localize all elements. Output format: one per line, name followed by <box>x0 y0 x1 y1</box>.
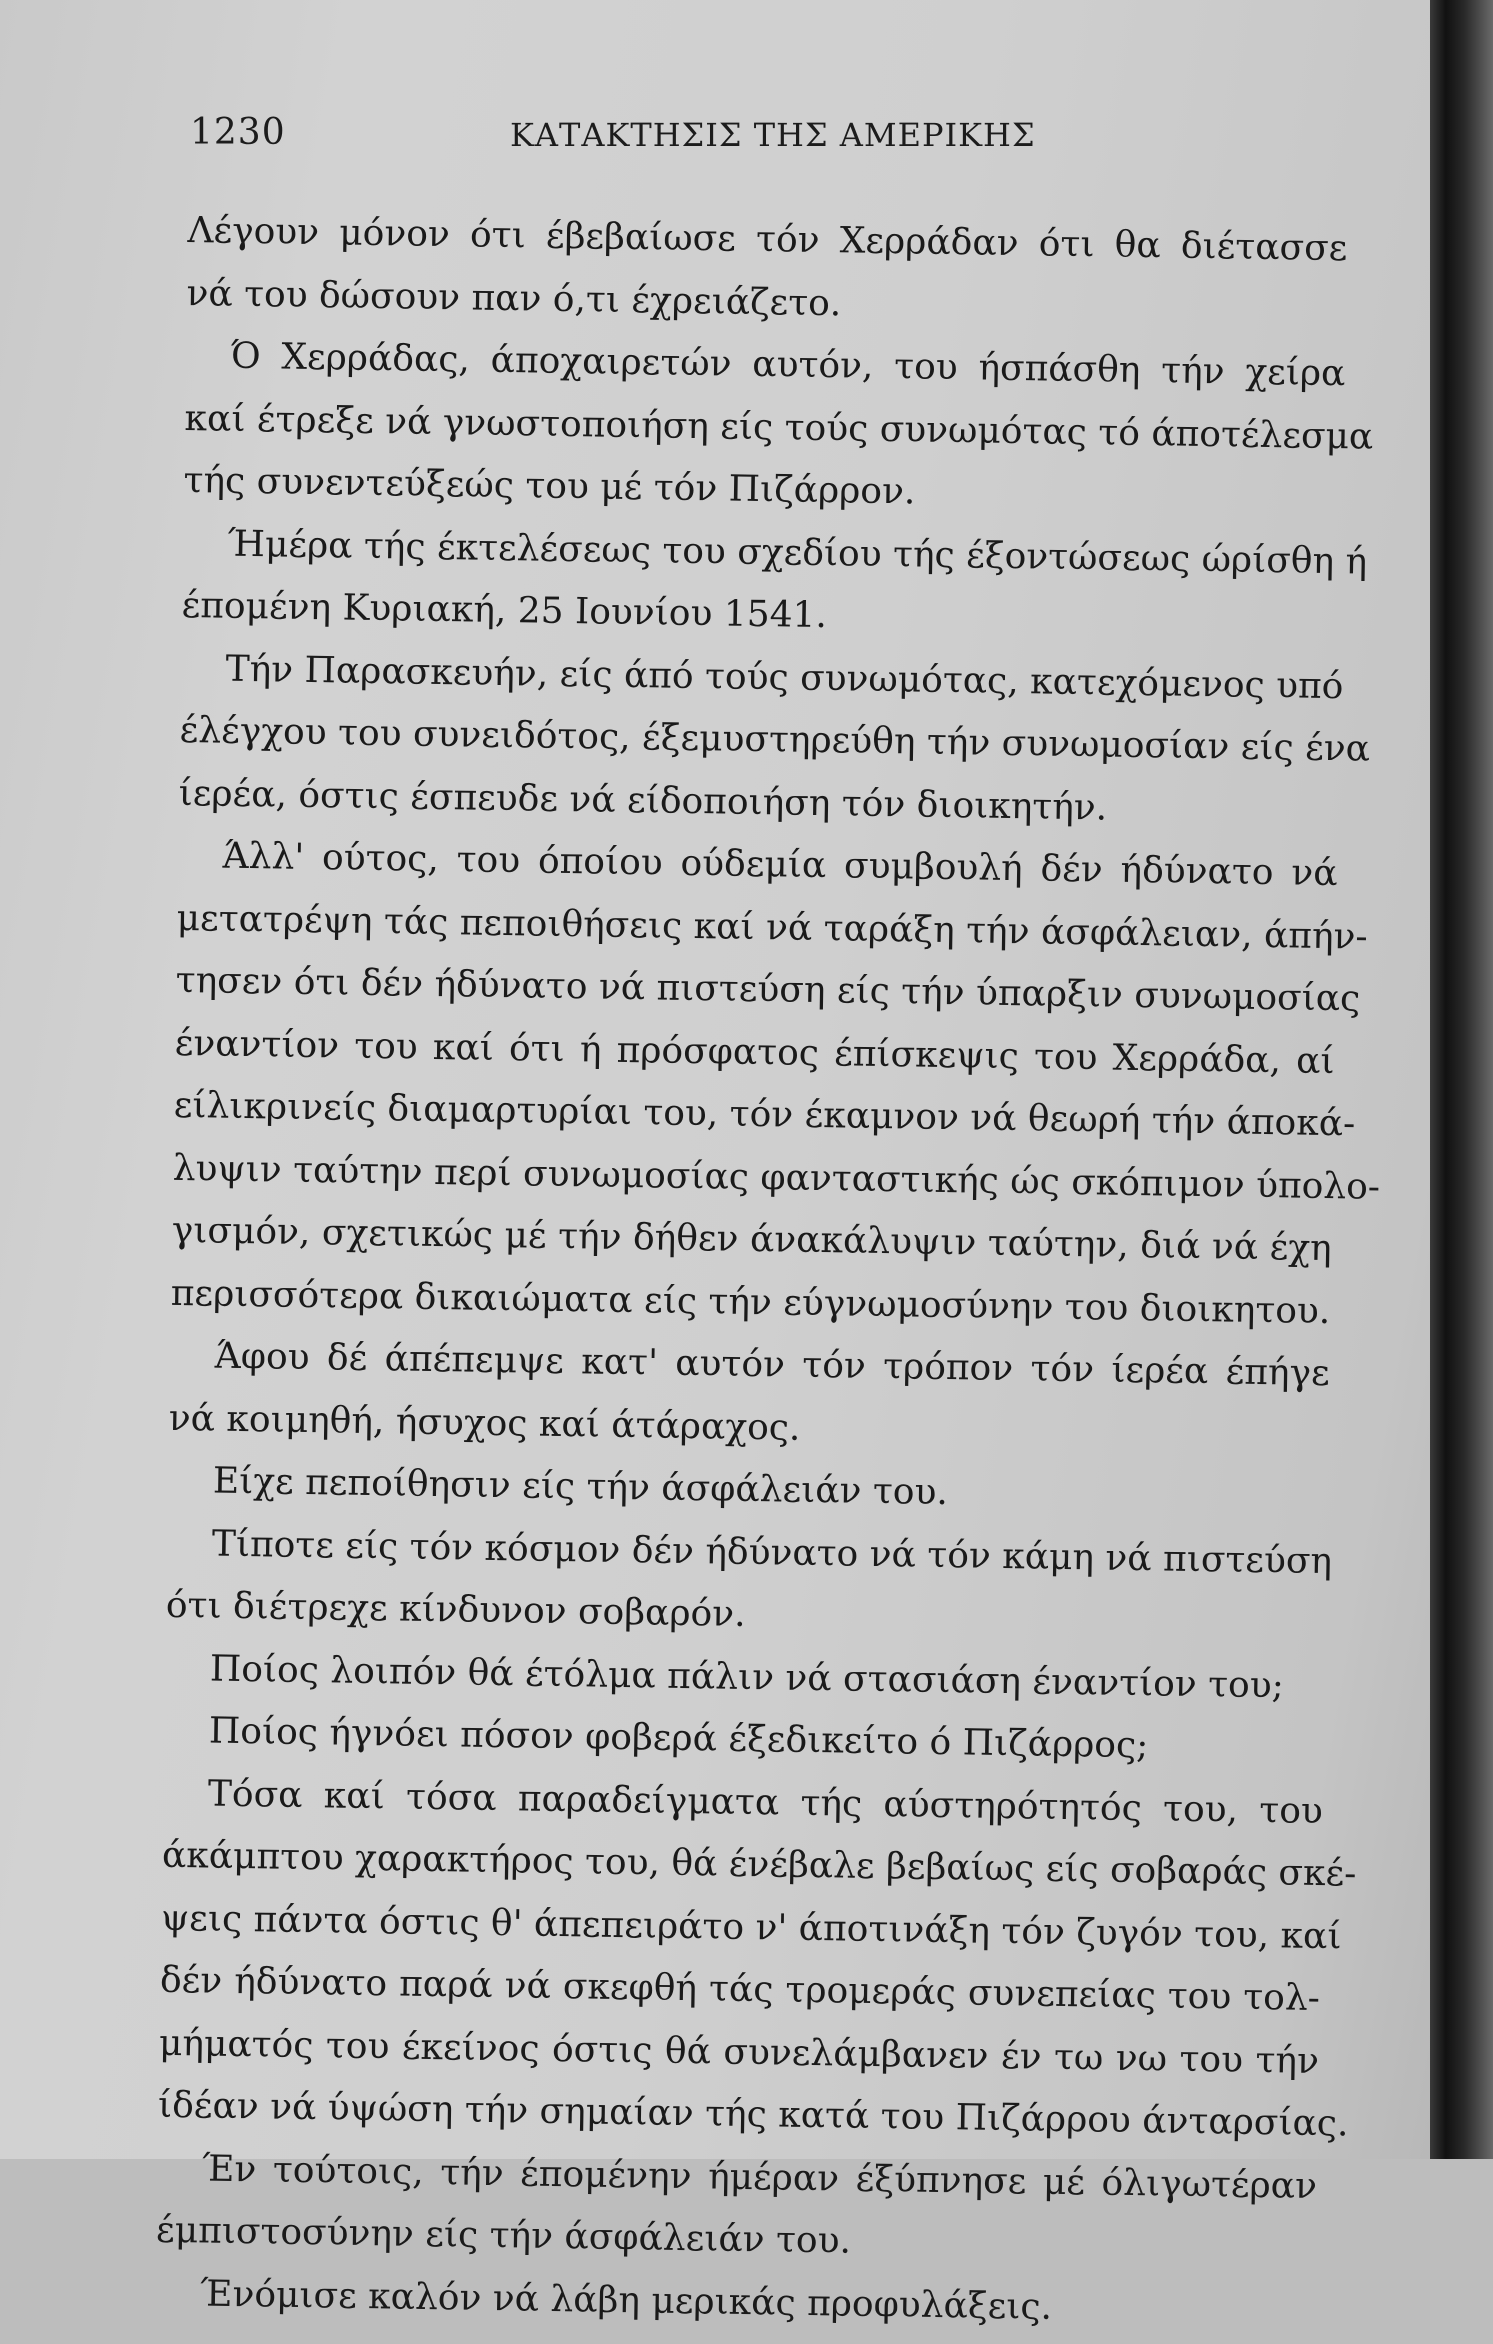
text-line: είλικρινείς διαμαρτυρίαι του, τόν έκαμνον νά θεωρή τήν άποκά- <box>173 1084 1356 1145</box>
text-line: έπομένη Κυριακή, 25 Ιουνίου 1541. <box>181 584 828 637</box>
text-line: περισσότερα δικαιώματα είς τήν εύγνωμοσύνην του διοικητου. <box>170 1272 1331 1332</box>
text-line: έναντίον του καί ότι ή πρόσφατος έπίσκεψις του Χερράδα, αί <box>174 1022 1335 1082</box>
text-line: νά του δώσουν παν ό,τι έχρειάζετο. <box>186 272 842 324</box>
text-line: Είχε πεποίθησιν είς τήν άσφάλειάν του. <box>212 1460 949 1514</box>
text-line: νά κοιμηθή, ήσυχος καί άτάραχος. <box>168 1397 801 1449</box>
text-line: μετατρέψη τάς πεποιθήσεις καί νά ταράξη τήν άσφάλειαν, άπήν- <box>176 897 1368 958</box>
text-line: άκάμπτου χαρακτήρος του, θά ένέβαλε βεβαίως είς σοβαράς σκέ- <box>161 1834 1357 1895</box>
text-line: Ποίος ήγνόει πόσον φοβερά έξεδικείτο ό Πιζάρρος; <box>208 1710 1149 1767</box>
page-header <box>190 112 1300 162</box>
text-line: Λέγουν μόνον ότι έβεβαίωσε τόν Χερράδαν ότι θα διέτασσε <box>187 209 1348 270</box>
text-line: Ένόμισε καλόν νά λάβη μερικάς προφυλάξεις. <box>199 2272 1053 2328</box>
text-line: Έν τούτοις, τήν έπομένην ήμέραν έξύπνησε μέ όλιγωτέραν <box>201 2147 1318 2207</box>
text-line: λυψιν ταύτην περί συνωμοσίας φανταστικής ώς σκόπιμον ύπολο- <box>172 1147 1381 1208</box>
text-line: τησεν ότι δέν ήδύνατο νά πιστεύση είς τήν ύπαρξιν συνωμοσίας <box>175 959 1361 1020</box>
text-line: ψεις πάντα όστις θ' άπεπειράτο ν' άποτινάξη τόν ζυγόν του, καί <box>160 1897 1342 1957</box>
text-line: Ποίος λοιπόν θά έτόλμα πάλιν νά στασιάση έναντίον του; <box>209 1648 1285 1706</box>
page-number: 1230 <box>190 112 286 153</box>
text-line: τής συνεντεύξεώς του μέ τόν Πιζάρρον. <box>183 459 916 513</box>
text-line: Άλλ' ούτος, του όποίου ούδεμία συμβουλή δέν ήδύνατο νά <box>222 835 1338 895</box>
body-text <box>155 200 1381 2343</box>
text-line: ίερέα, όστις έσπευδε νά είδοποιήση τόν διοικητήν. <box>178 772 1108 829</box>
text-line: καί έτρεξε νά γνωστοποιήση είς τούς συνωμότας τό άποτέλεσμα <box>184 397 1374 458</box>
text-line: έλέγχου του συνειδότος, έξεμυστηρεύθη τήν συνωμοσίαν είς ένα <box>179 709 1371 770</box>
text-line: Ό Χερράδας, άποχαιρετών αυτόν, του ήσπάσθη τήν χείρα <box>230 335 1346 395</box>
text-line: Τόσα καί τόσα παραδείγματα τής αύστηρότητός του, του <box>207 1773 1324 1832</box>
text-line: δέν ήδύνατο παρά νά σκεφθή τάς τρομεράς συνεπείας του τολ- <box>159 1959 1321 2019</box>
text-line: Τίποτε είς τόν κόσμον δέν ήδύνατο νά τόν κάμη νά πιστεύση <box>211 1523 1333 1582</box>
text-line: Ήμέρα τής έκτελέσεως του σχεδίου τής έξοντώσεως ώρίσθη ή <box>227 523 1368 583</box>
text-line: μήματός του έκείνος όστις θά συνελάμβανεν έν τω νω του τήν <box>158 2022 1320 2082</box>
text-line: γισμόν, σχετικώς μέ τήν δήθεν άνακάλυψιν ταύτην, διά νά έχη <box>171 1209 1332 1270</box>
text-line: ότι διέτρεχε κίνδυνον σοβαρόν. <box>165 1584 746 1635</box>
text-line: Άφου δέ άπέπεμψε κατ' αυτόν τόν τρόπον τόν ίερέα έπήγε <box>214 1335 1331 1395</box>
running-title: ΚΑΤΑΚΤΗΣΙΣ ΤΗΣ ΑΜΕΡΙΚΗΣ <box>510 116 1036 154</box>
text-line: έμπιστοσύνην είς τήν άσφάλειάν του. <box>155 2209 852 2262</box>
text-line: ίδέαν νά ύψώση τήν σημαίαν τής κατά του Πιζάρρου άνταρσίας. <box>157 2084 1349 2145</box>
text-line: Τήν Παρασκευήν, είς άπό τούς συνωμότας, κατεχόμενος υπό <box>225 648 1344 707</box>
book-spine-shadow <box>1430 0 1493 2159</box>
